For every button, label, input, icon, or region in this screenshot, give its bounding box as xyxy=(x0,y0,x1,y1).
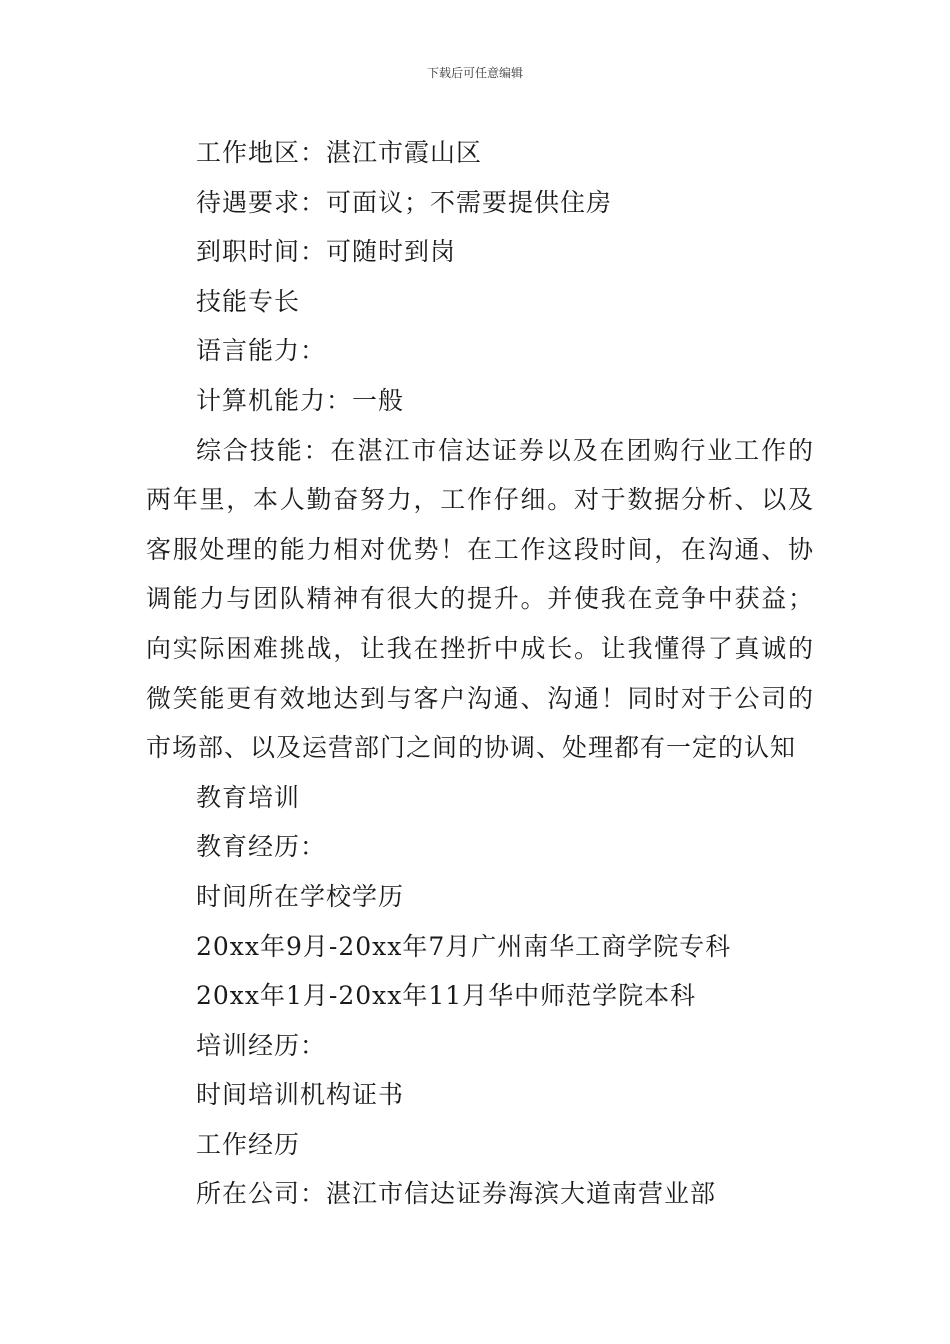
skills-heading: 技能专长 xyxy=(196,286,301,316)
salary-requirement-line: 待遇要求：可面议；不需要提供住房 xyxy=(196,187,613,217)
page-header: 下载后可任意编辑 xyxy=(426,66,523,80)
language-ability-line: 语言能力： xyxy=(196,336,327,366)
education-training-heading: 教育培训 xyxy=(196,782,301,812)
education-entry-1: 20xx年9月-20xx年7月广州南华工商学院专科 xyxy=(196,931,732,961)
company-line: 所在公司：湛江市信达证券海滨大道南营业部 xyxy=(196,1179,717,1209)
work-location-line: 工作地区：湛江市霞山区 xyxy=(196,138,483,167)
training-history-heading: 培训经历： xyxy=(196,1030,327,1060)
training-table-header: 时间培训机构证书 xyxy=(196,1080,405,1110)
document-body xyxy=(146,128,814,1219)
education-entry-2: 20xx年1月-20xx年11月华中师范学院本科 xyxy=(196,981,697,1011)
education-table-header: 时间所在学校学历 xyxy=(196,881,405,911)
education-history-heading: 教育经历： xyxy=(196,832,327,862)
comprehensive-skills-paragraph: 综合技能：在湛江市信达证券以及在团购行业工作的两年里，本人勤奋努力，工作仔细。对于数据分析、以及客服处理的能力相对优势！在工作这段时间，在沟通、协调能力与团队精神有很大的提升。并使我在竞争中获益；向实际困难挑战，让我在挫折中成长。让我懂得了真诚的微笑能更有效地达到与客户沟通、沟通！同时对于公司的市场部、以及运营部门之间的协调、处理都有一定的认知 xyxy=(146,435,814,763)
start-time-line: 到职时间：可随时到岗 xyxy=(196,237,457,267)
computer-ability-line: 计算机能力：一般 xyxy=(196,385,405,415)
work-experience-heading: 工作经历 xyxy=(196,1129,301,1159)
